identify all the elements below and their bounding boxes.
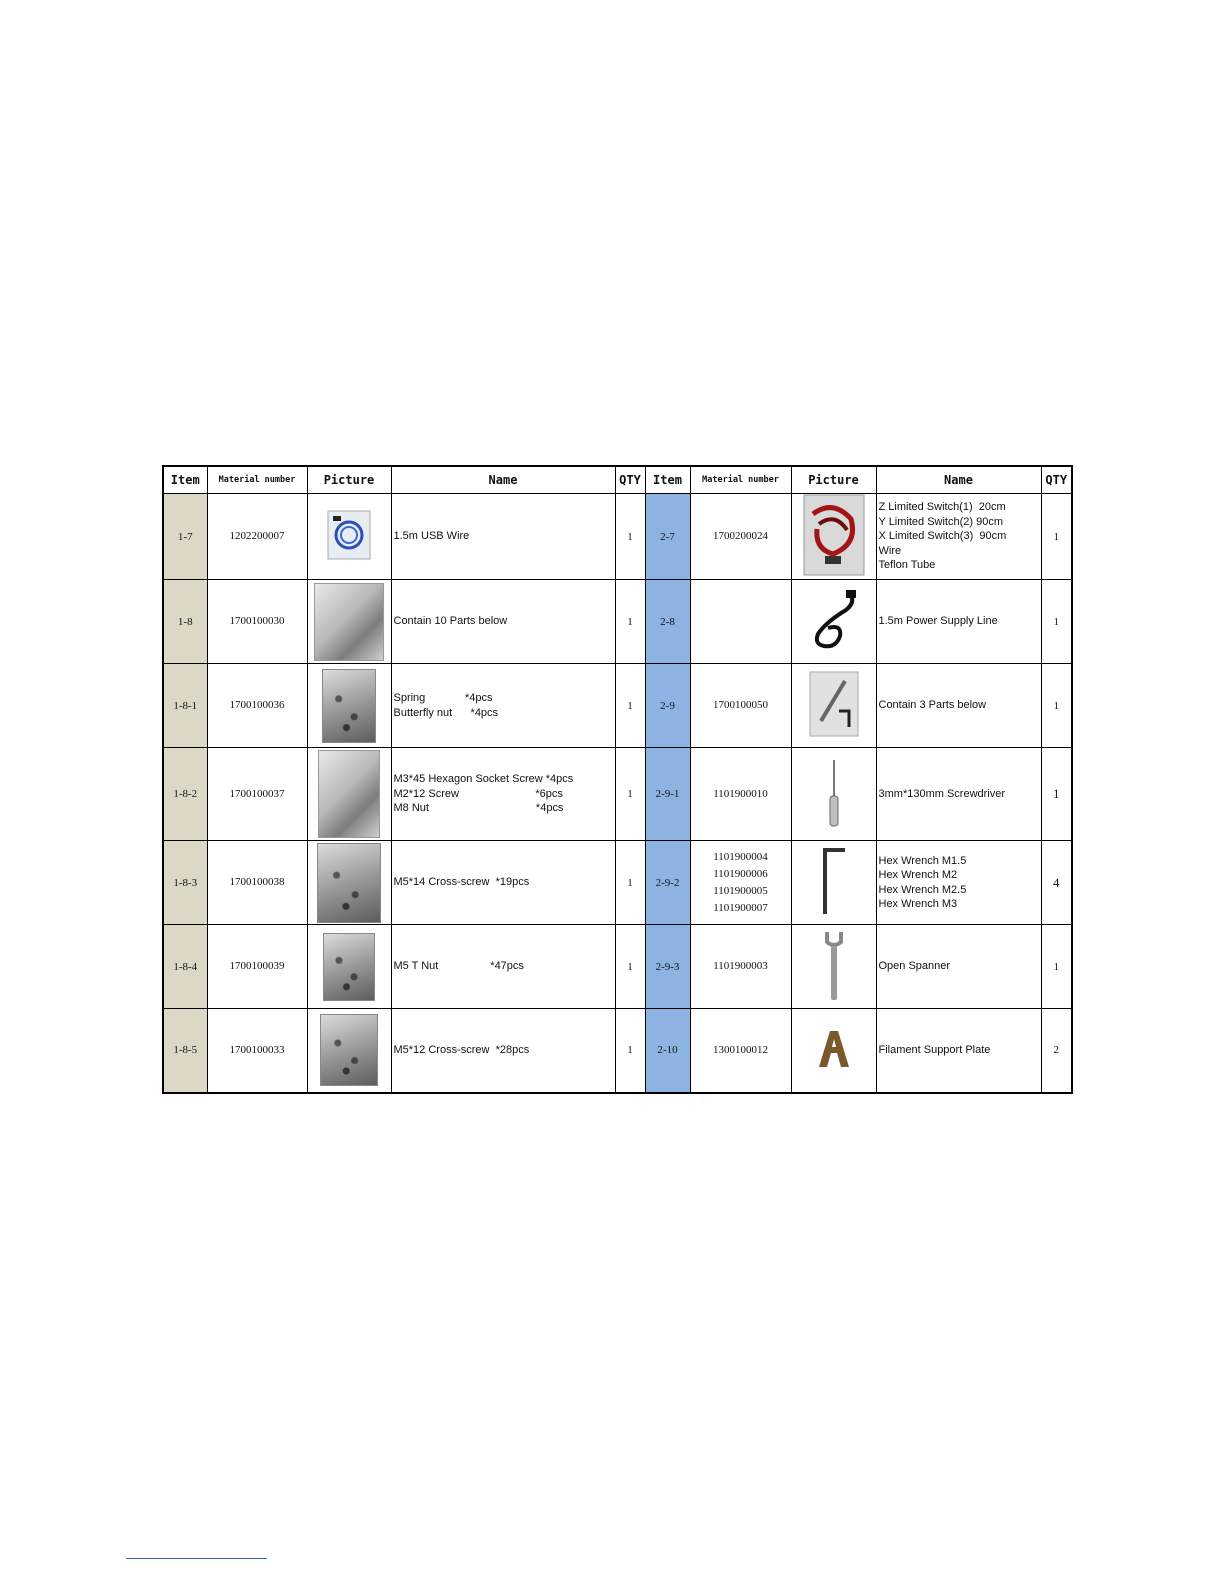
item-name-line: Wire [878,544,902,557]
item-name-line: M5 T Nut *47pcs [393,960,524,973]
item-name-line: Hex Wrench M2.5 [878,883,967,896]
item-name [876,748,1041,841]
material-number [690,494,791,580]
footnote-rule [126,1558,267,1559]
item-name [876,841,1041,925]
filament-plate-icon [817,1029,851,1072]
material-number [690,925,791,1009]
item-number: 1-8-1 [163,664,207,748]
item-name [876,1009,1041,1093]
item-name [876,494,1041,580]
item-name-line: 3mm*130mm Screwdriver [878,787,1006,800]
material-number: 1700100033 [207,1009,307,1093]
item-name [391,580,615,664]
item-number: 2-8 [645,580,690,664]
parts-table [162,465,1073,1094]
quantity: 1 [1041,580,1072,664]
picture-cell [307,748,391,841]
material-number-line: 1700100050 [713,699,768,711]
picture-cell [791,841,876,925]
item-name-line: M2*12 Screw *6pcs [393,787,563,800]
header-item: Item [163,466,207,494]
picture-cell [307,580,391,664]
item-name-line: Spring *4pcs [393,692,493,704]
item-name-line: Teflon Tube [878,559,936,572]
quantity: 1 [1041,748,1072,841]
table-row [163,580,1072,664]
material-number [690,1009,791,1093]
picture-cell [307,841,391,925]
material-number: 1202200007 [207,494,307,580]
item-name-line: Contain 10 Parts below [393,615,508,628]
quantity: 1 [615,664,645,748]
parts-bag-icon [323,933,375,1001]
screwdriver-icon [826,758,842,831]
material-number [690,664,791,748]
material-number: 1700100037 [207,748,307,841]
header-name: Name [391,466,615,494]
parts-bag-icon [320,1014,378,1086]
material-number-line: 1300100012 [713,1043,768,1056]
item-name-line: Butterfly nut *4pcs [393,706,499,719]
item-name [391,925,615,1009]
header-row [163,466,1072,494]
header-qty: QTY [615,466,645,494]
item-name [876,664,1041,748]
item-name-line: Hex Wrench M1.5 [878,854,967,867]
item-number: 1-8-3 [163,841,207,925]
picture-cell [307,925,391,1009]
picture-cell [307,1009,391,1093]
tool-bag-icon [809,671,859,740]
picture-cell [307,664,391,748]
quantity: 1 [615,841,645,925]
hex-wrench-icon [819,846,849,919]
item-number: 1-8-4 [163,925,207,1009]
limit-switch-bag-icon [803,494,865,579]
picture-cell [791,580,876,664]
quantity: 1 [615,748,645,841]
quantity: 1 [615,1009,645,1093]
item-name-line: M8 Nut *4pcs [393,802,564,815]
item-name-line: Hex Wrench M3 [878,898,958,910]
quantity: 1 [615,925,645,1009]
picture-cell [791,664,876,748]
open-spanner-icon [823,928,845,1005]
header-picture: Picture [307,466,391,494]
material-number [690,580,791,664]
item-name-line: Open Spanner [878,960,951,973]
picture-cell [307,494,391,580]
material-number-line: 1700200024 [713,530,768,542]
material-number-line: 1101900005 [713,884,768,897]
item-name-line: 1.5m USB Wire [393,530,470,543]
picture-cell [791,925,876,1009]
item-number: 2-10 [645,1009,690,1093]
quantity: 2 [1041,1009,1072,1093]
header-material: Material number [207,466,307,494]
picture-cell [791,1009,876,1093]
header-name: Name [876,466,1041,494]
usb-wire-icon [327,510,371,563]
table-row [163,494,1072,580]
quantity: 1 [1041,664,1072,748]
material-number-line: 1101900006 [713,867,768,880]
table-row [163,1009,1072,1093]
item-number: 2-9-3 [645,925,690,1009]
material-number-line: 1101900004 [713,850,768,863]
item-number: 1-8-2 [163,748,207,841]
item-number: 1-8 [163,580,207,664]
parts-bag-icon [314,583,384,661]
item-name [876,580,1041,664]
power-cable-icon [806,588,862,655]
item-name-line: M5*14 Cross-screw *19pcs [393,876,530,889]
item-name [391,494,615,580]
item-name-line: Hex Wrench M2 [878,869,958,881]
header-picture: Picture [791,466,876,494]
item-number: 2-9 [645,664,690,748]
item-name-line: Filament Support Plate [878,1044,991,1056]
item-name-line: Z Limited Switch(1) 20cm [878,501,1006,514]
material-number-line: 1101900007 [713,901,768,914]
material-number: 1700100036 [207,664,307,748]
material-number: 1700100030 [207,580,307,664]
quantity: 1 [615,494,645,580]
material-number-line: 1101900010 [713,787,768,800]
item-name [391,748,615,841]
item-number: 1-8-5 [163,1009,207,1093]
quantity: 4 [1041,841,1072,925]
quantity: 1 [1041,925,1072,1009]
material-number [690,841,791,925]
picture-cell [791,494,876,580]
item-name [876,925,1041,1009]
table-row [163,664,1072,748]
table-row [163,748,1072,841]
item-number: 2-9-2 [645,841,690,925]
item-name-line: 1.5m Power Supply Line [878,615,998,628]
item-name [391,1009,615,1093]
header-qty: QTY [1041,466,1072,494]
table-row [163,925,1072,1009]
header-material: Material number [690,466,791,494]
picture-cell [791,748,876,841]
item-number: 2-7 [645,494,690,580]
item-name-line: X Limited Switch(3) 90cm [878,530,1007,543]
parts-bag-icon [318,750,380,838]
item-name-line: M5*12 Cross-screw *28pcs [393,1044,530,1056]
item-name [391,664,615,748]
item-number: 2-9-1 [645,748,690,841]
quantity: 1 [615,580,645,664]
item-name-line: Y Limited Switch(2) 90cm [878,515,1004,528]
material-number [690,748,791,841]
parts-bag-icon [322,669,376,743]
table-row [163,841,1072,925]
item-name-line: M3*45 Hexagon Socket Screw *4pcs [393,773,574,786]
material-number: 1700100038 [207,841,307,925]
item-number: 1-7 [163,494,207,580]
item-name [391,841,615,925]
material-number-line: 1101900003 [713,960,768,972]
item-name-line: Contain 3 Parts below [878,699,987,712]
parts-bag-icon [317,843,381,923]
material-number: 1700100039 [207,925,307,1009]
quantity: 1 [1041,494,1072,580]
header-item: Item [645,466,690,494]
